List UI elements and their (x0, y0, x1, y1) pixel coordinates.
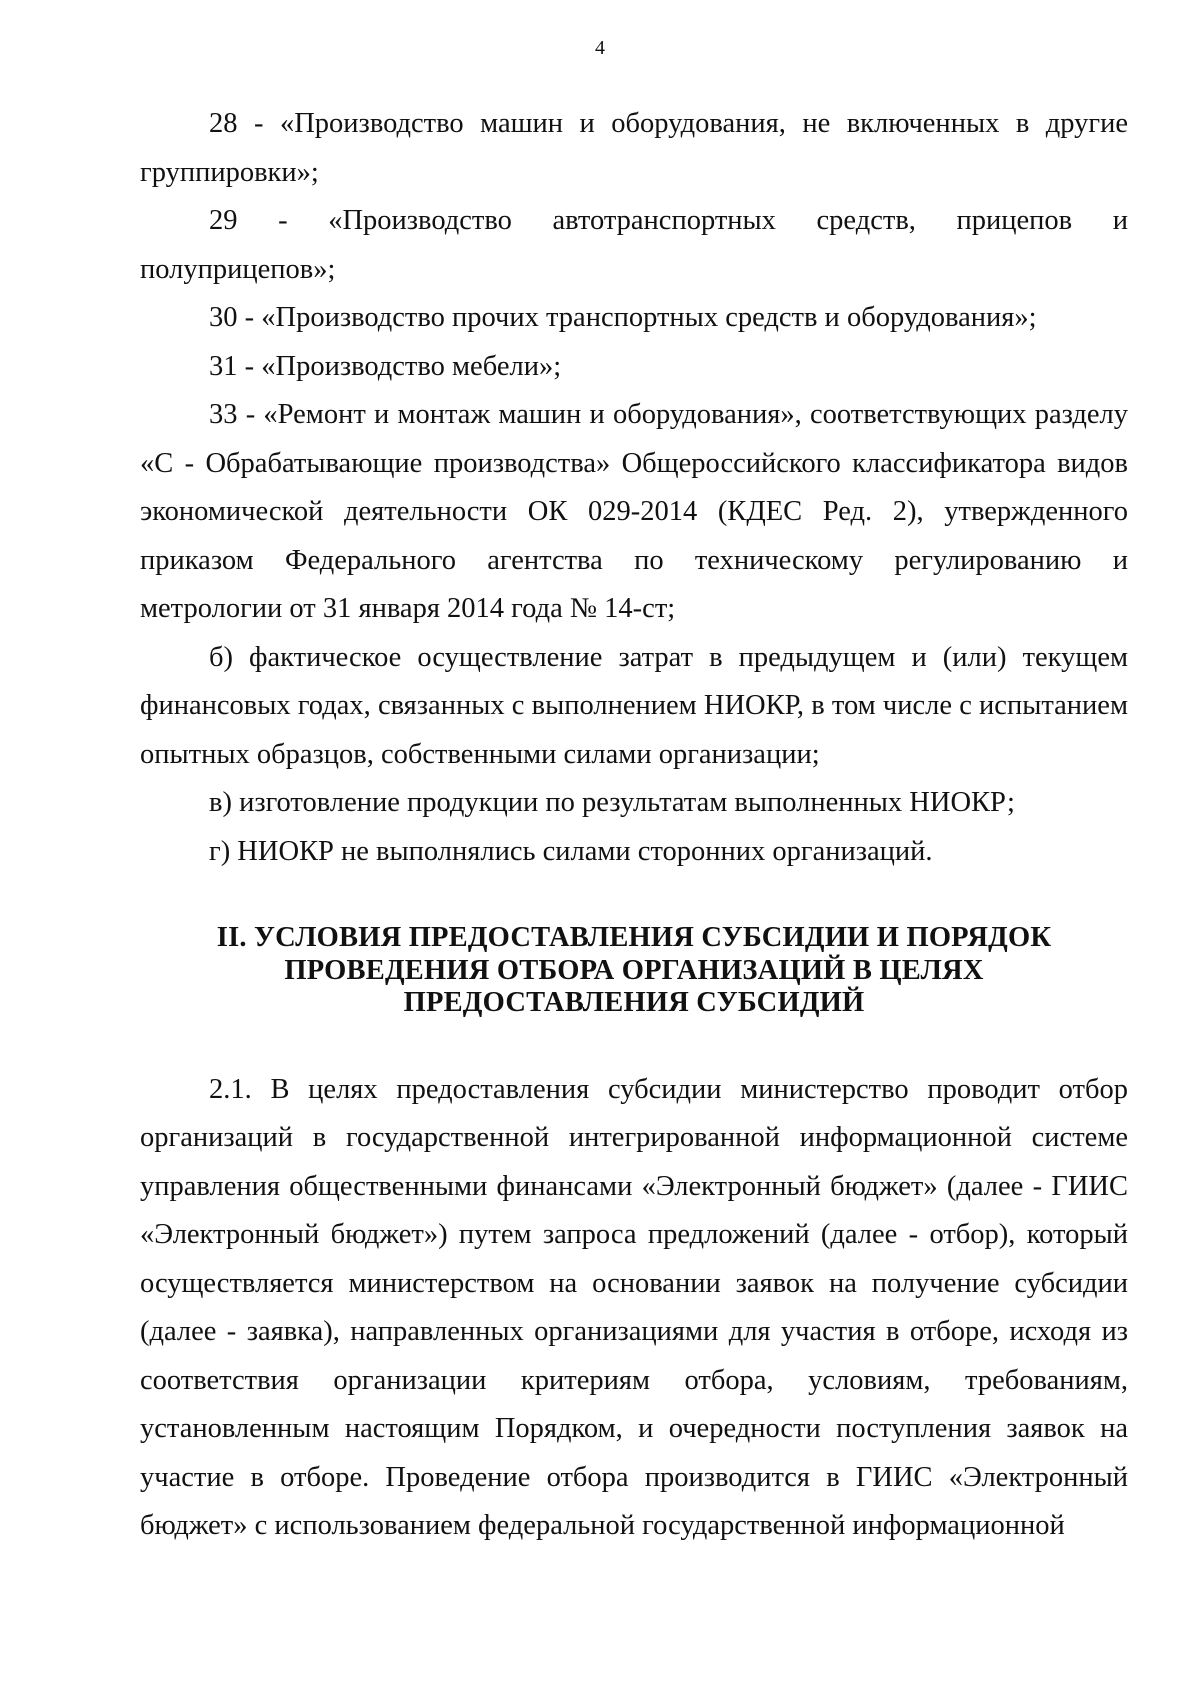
section-heading (140, 922, 1128, 1020)
section-heading-line: ПРЕДОСТАВЛЕНИЯ СУБСИДИЙ (403, 987, 865, 1018)
paragraph-condition-b: б) фактическое осуществление затрат в предыдущем и (или) текущем финансовых годах, связанных с выполнением НИОКР, в том числе с испытанием опытных образцов, собственными силами организации; (140, 641, 1128, 770)
paragraph-item-33: 33 - «Ремонт и монтаж машин и оборудования», соответствующих разделу «С - Обрабатывающие производства» Общероссийского классификатора видов экономической деятельности ОК 029-2014 (КДЕС Ред. 2), утвержденного приказом Федерального агентства по техническому регулированию и метрологии от 31 января 2014 года № 14-ст; (140, 399, 1128, 624)
paragraph-condition-g: г) НИОКР не выполнялись силами сторонних организаций. (209, 835, 933, 867)
document-body (140, 100, 1128, 1551)
page-number: 4 (595, 37, 605, 59)
section-heading-line: ПРОВЕДЕНИЯ ОТБОРА ОРГАНИЗАЦИЙ В ЦЕЛЯХ (284, 954, 984, 986)
section-heading-line: II. УСЛОВИЯ ПРЕДОСТАВЛЕНИЯ СУБСИДИИ И ПОРЯДОК (216, 922, 1052, 953)
paragraph-item-28: 28 - «Производство машин и оборудования, не включенных в другие группировки»; (140, 108, 1128, 188)
paragraph-condition-v: в) изготовление продукции по результатам выполненных НИОКР; (209, 787, 1015, 818)
paragraph-item-29: 29 - «Производство автотранспортных средств, прицепов и полуприцепов»; (140, 205, 1128, 285)
paragraph-2-1: 2.1. В целях предоставления субсидии министерство проводит отбор организаций в государственной интегрированной информационной системе управления общественными финансами «Электронный бюджет» (далее - ГИИС «Электронный бюджет») путем запроса предложений (далее - отбор), который осуществляется министерством на основании заявок на получение субсидии (далее - заявка), направленных организациями для участия в отборе, исходя из соответствия организации критериям отбора, условиям, требованиям, установленным настоящим Порядком, и очередности поступления заявок на участие в отборе. Проведение отбора производится в ГИИС «Электронный бюджет» с использованием федеральной государственной информационной (140, 1073, 1128, 1541)
paragraph-item-30: 30 - «Производство прочих транспортных средств и оборудования»; (209, 302, 1037, 333)
paragraph-item-31: 31 - «Производство мебели»; (209, 350, 562, 382)
